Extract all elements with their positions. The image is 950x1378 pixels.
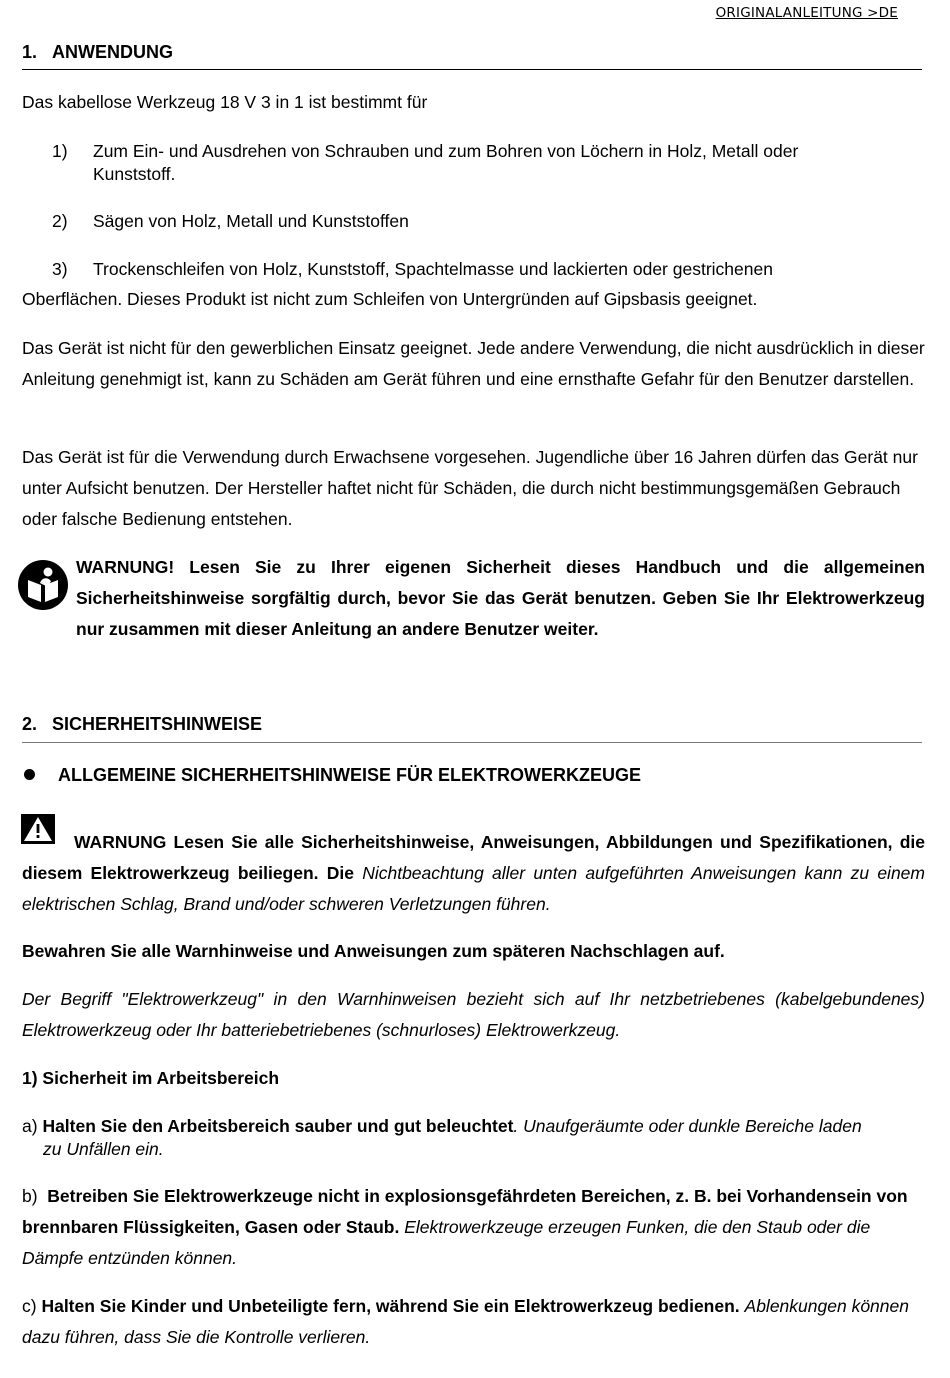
- list-item-1-text: Zum Ein- und Ausdrehen von Schrauben und zum Bohren von Löchern in Holz, Metall oder: [93, 141, 799, 161]
- general-safety-heading: ALLGEMEINE SICHERHEITSHINWEISE FÜR ELEKTROWERKZEUGE: [58, 765, 642, 785]
- list-item-2-number: 2): [52, 211, 68, 231]
- list-item-2-text: Sägen von Holz, Metall und Kunststoffen: [93, 211, 409, 231]
- section-2-heading: [22, 714, 262, 735]
- rule-a-italic: . Unaufgeräumte oder dunkle Bereiche laden: [513, 1116, 862, 1136]
- section-1-intro: Das kabellose Werkzeug 18 V 3 in 1 ist bestimmt für: [22, 92, 428, 112]
- paragraph-commercial-use: Das Gerät ist nicht für den gewerblichen Einsatz geeignet. Jede andere Verwendung, die nicht ausdrücklich in dieser Anleitung genehmigt ist, kann zu Schäden am Gerät führen und eine ernsthafte Gefahr für den Benutzer darstellen.: [22, 338, 925, 389]
- list-item-2: [52, 210, 880, 233]
- header-manual-label: ORIGINALANLEITUNG >DE: [715, 5, 898, 21]
- rule-a-continuation: zu Unfällen ein.: [43, 1139, 164, 1159]
- general-warning-paragraph: [22, 827, 925, 920]
- section-2-number: 2.: [22, 714, 38, 734]
- section-1-number: 1.: [22, 42, 38, 62]
- section-1-divider: [22, 69, 922, 70]
- list-item-3-text: Trockenschleifen von Holz, Kunststoff, Spachtelmasse und lackierten oder gestrichenen: [93, 259, 773, 279]
- list-item-3: [52, 258, 880, 281]
- general-warning-italic: Nichtbeachtung aller unten aufgeführten Anweisungen kann zu einem elektrischen Schlag, Brand und/oder schweren Verletzungen führen.: [22, 863, 925, 914]
- rule-c-italic: Ablenkungen können dazu führen, dass Sie die Kontrolle verlieren.: [22, 1296, 909, 1347]
- power-tool-term-definition: Der Begriff "Elektrowerkzeug" in den Warnhinweisen bezieht sich auf Ihr netzbetriebenes (kabelgebundenes) Elektrowerkzeug oder Ihr batteriebetriebenes (schnurloses) Elektrowerkzeug.: [22, 989, 925, 1040]
- rule-a: [22, 1115, 925, 1161]
- read-manual-icon: [18, 560, 68, 610]
- general-warning-bold: WARNUNG Lesen Sie alle Sicherheitshinweise, Anweisungen, Abbildungen und Spezifikationen, die diesem Elektrowerkzeug beiliegen. Die: [22, 832, 925, 883]
- section-2-title: SICHERHEITSHINWEISE: [52, 714, 263, 734]
- rule-b: [22, 1181, 925, 1274]
- list-item-1: [52, 140, 880, 186]
- work-area-safety-heading: 1) Sicherheit im Arbeitsbereich: [22, 1068, 280, 1088]
- rule-b-italic: Elektrowerkzeuge erzeugen Funken, die den Staub oder die Dämpfe entzünden können.: [22, 1217, 871, 1268]
- rule-b-bold: Betreiben Sie Elektrowerkzeuge nicht in explosionsgefährdeten Bereichen, z. B. bei Vorhandensein von brennbaren Flüssigkeiten, Gasen oder Staub.: [22, 1186, 908, 1237]
- rule-c-label: c): [22, 1296, 37, 1316]
- rule-a-bold: Halten Sie den Arbeitsbereich sauber und gut beleuchtet: [42, 1116, 514, 1136]
- list-item-3-continuation: Oberflächen. Dieses Produkt ist nicht zum Schleifen von Untergründen auf Gipsbasis geeignet.: [22, 289, 758, 309]
- section-1-title: ANWENDUNG: [52, 42, 173, 62]
- section-1-heading: [22, 42, 173, 63]
- list-item-3-number: 3): [52, 259, 68, 279]
- rule-c: [22, 1291, 925, 1353]
- bullet-icon: [24, 769, 35, 780]
- section-2-divider: [22, 742, 922, 743]
- list-item-1-continuation: Kunststoff.: [93, 164, 176, 184]
- warning-read-manual: WARNUNG! Lesen Sie zu Ihrer eigenen Sicherheit dieses Handbuch und die allgemeinen Sicherheitshinweise sorgfältig durch, bevor Sie das Gerät benutzen. Geben Sie Ihr Elektrowerkzeug nur zusammen mit dieser Anleitung an andere Benutzer weiter.: [76, 557, 925, 639]
- rule-a-label: a): [22, 1116, 38, 1136]
- rule-c-bold: Halten Sie Kinder und Unbeteiligte fern, während Sie ein Elektrowerkzeug bedienen.: [41, 1296, 740, 1316]
- list-item-1-number: 1): [52, 141, 68, 161]
- keep-instructions-note: Bewahren Sie alle Warnhinweise und Anweisungen zum späteren Nachschlagen auf.: [22, 941, 725, 961]
- paragraph-adult-use: Das Gerät ist für die Verwendung durch Erwachsene vorgesehen. Jugendliche über 16 Jahren dürfen das Gerät nur unter Aufsicht benutzen. Der Hersteller haftet nicht für Schäden, die durch nicht bestimmungsgemäßen Gebrauch oder falsche Bedienung entstehen.: [22, 447, 918, 529]
- rule-b-label: b): [22, 1186, 38, 1206]
